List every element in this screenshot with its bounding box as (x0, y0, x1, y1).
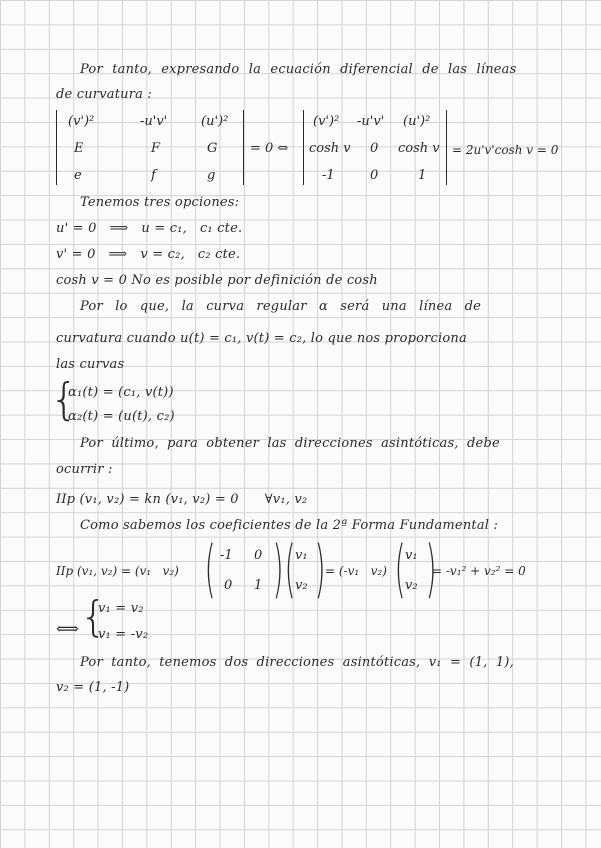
det2-cell: -1 (322, 168, 335, 183)
asym-line-1: Por último, para obtener las direcciones asintóticas, debe (80, 436, 500, 451)
curve-alpha-1: α₁(t) = (c₁, v(t)) (68, 385, 174, 400)
options-intro: Tenemos tres opciones: (80, 195, 240, 210)
vector2-right-paren: ) (425, 532, 437, 605)
vector1-left-paren: ( (284, 532, 296, 605)
det1-cell: F (151, 141, 161, 156)
option-2: v' = 0 ⟹ v = c₂, c₂ cte. (56, 247, 241, 262)
conclusion-line-1: Por tanto, tenemos dos direcciones asintóticas, v₁ = (1, 1), (80, 655, 514, 670)
option-3: cosh v = 0 No es posible por definición de cosh (56, 273, 378, 288)
det2-right-bar (446, 110, 447, 185)
det1-cell: (u')² (201, 114, 229, 129)
left-brace-icon: { (50, 374, 78, 425)
det2-cell: -u'v' (357, 114, 385, 129)
equals-zero-iff: = 0 ⇔ (250, 141, 289, 156)
intro-line-2: de curvatura : (56, 87, 152, 102)
curve-line-2: curvatura cuando u(t) = c₁, v(t) = c₂, lo que nos proporciona (56, 331, 467, 346)
solution-2: v₁ = -v₂ (98, 627, 149, 642)
det1-cell: g (207, 168, 216, 183)
coef-line: Como sabemos los coeficientes de la 2ª Forma Fundamental : (80, 518, 499, 533)
matrix-eq-lhs: IIp (v₁, v₂) = (v₁ v₂) (56, 564, 179, 578)
det1-cell: (v')² (68, 114, 95, 129)
vector1-cell: v₁ (295, 548, 308, 563)
vector1-cell: v₂ (295, 578, 308, 593)
matrix-eq-mid: = (-v₁ v₂) (325, 564, 387, 578)
det1-right-bar (243, 110, 244, 185)
det1-left-bar (56, 110, 57, 185)
vector1-right-paren: ) (314, 532, 326, 605)
det1-cell: E (74, 141, 84, 156)
det2-cell: (u')² (403, 114, 431, 129)
asym-equation: IIp (v₁, v₂) = kn (v₁, v₂) = 0 ∀v₁, v₂ (56, 492, 308, 507)
matrix-cell: 0 (254, 548, 263, 563)
det2-result: = 2u'v'cosh v = 0 (452, 143, 559, 157)
conclusion-line-2: v₂ = (1, -1) (56, 680, 130, 695)
left-brace-icon: { (80, 592, 107, 641)
det2-cell: (v')² (313, 114, 340, 129)
option-1: u' = 0 ⟹ u = c₁, c₁ cte. (56, 221, 243, 236)
asym-line-2: ocurrir : (56, 462, 113, 477)
vector2-left-paren: ( (394, 532, 406, 605)
vector2-cell: v₂ (405, 578, 418, 593)
det1-cell: e (74, 168, 82, 183)
curve-alpha-2: α₂(t) = (u(t), c₂) (68, 409, 175, 424)
matrix-left-paren: ( (204, 532, 216, 605)
matrix-cell: 1 (254, 578, 263, 593)
det2-left-bar (303, 110, 304, 185)
curve-line-3: las curvas (56, 357, 125, 372)
det1-cell: G (207, 141, 218, 156)
det2-cell: 1 (418, 168, 427, 183)
matrix-cell: -1 (220, 548, 233, 563)
iff-arrow-icon: ⟺ (56, 619, 79, 638)
matrix-eq-rhs: = -v₁² + v₂² = 0 (432, 564, 526, 578)
det2-cell: cosh v (398, 141, 440, 156)
det1-cell: f (151, 168, 156, 183)
intro-line-1: Por tanto, expresando la ecuación diferencial de las líneas (80, 62, 517, 77)
solution-1: v₁ = v₂ (98, 601, 144, 616)
det1-cell: -u'v' (140, 114, 168, 129)
det2-cell: cosh v (309, 141, 351, 156)
curve-line-1: Por lo que, la curva regular α será una línea de (80, 299, 482, 314)
matrix-cell: 0 (224, 578, 233, 593)
det2-cell: 0 (370, 141, 379, 156)
det2-cell: 0 (370, 168, 379, 183)
vector2-cell: v₁ (405, 548, 418, 563)
matrix-right-paren: ) (272, 532, 284, 605)
